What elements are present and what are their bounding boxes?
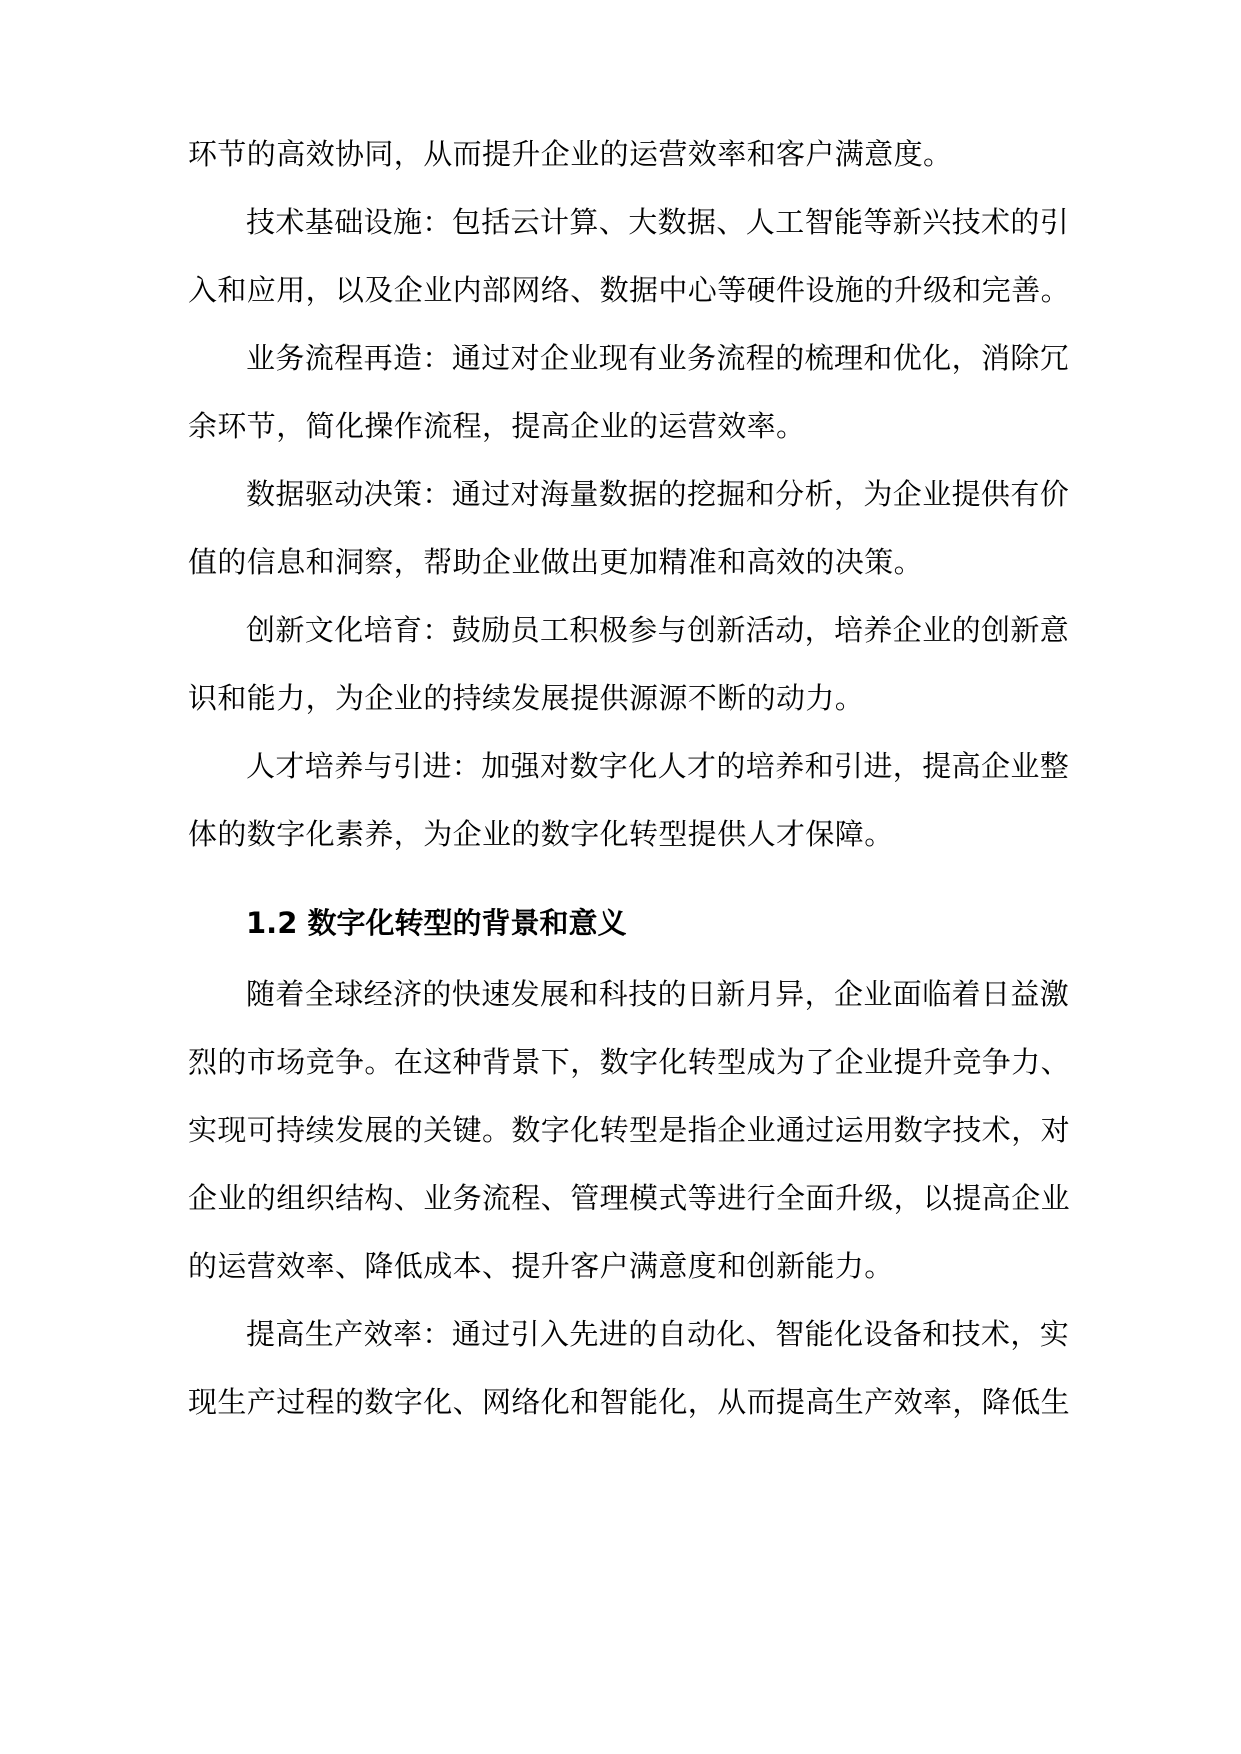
- paragraph-line: 体的数字化素养，为企业的数字化转型提供人才保障。: [188, 817, 894, 851]
- paragraph-line: 随着全球经济的快速发展和科技的日新月异，企业面临着日益激: [246, 977, 1070, 1011]
- paragraph-line: 环节的高效协同，从而提升企业的运营效率和客户满意度。: [188, 137, 953, 171]
- paragraph-line: 的运营效率、降低成本、提升客户满意度和创新能力。: [188, 1249, 894, 1283]
- paragraph-line: 提高生产效率：通过引入先进的自动化、智能化设备和技术，实: [246, 1317, 1070, 1351]
- paragraph-line: 实现可持续发展的关键。数字化转型是指企业通过运用数字技术，对: [188, 1113, 1071, 1147]
- paragraph-line: 余环节，简化操作流程，提高企业的运营效率。: [188, 409, 806, 443]
- paragraph-line: 人才培养与引进：加强对数字化人才的培养和引进，提高企业整: [246, 749, 1070, 783]
- paragraph-line: 创新文化培育：鼓励员工积极参与创新活动，培养企业的创新意: [246, 613, 1070, 647]
- paragraph-line: 值的信息和洞察，帮助企业做出更加精准和高效的决策。: [188, 545, 924, 579]
- section-heading: 1.2 数字化转型的背景和意义: [246, 906, 627, 940]
- paragraph-line: 现生产过程的数字化、网络化和智能化，从而提高生产效率，降低生: [188, 1385, 1071, 1419]
- paragraph-line: 技术基础设施：包括云计算、大数据、人工智能等新兴技术的引: [246, 205, 1070, 239]
- paragraph-line: 烈的市场竞争。在这种背景下，数字化转型成为了企业提升竞争力、: [188, 1045, 1071, 1079]
- paragraph-line: 业务流程再造：通过对企业现有业务流程的梳理和优化，消除冗: [246, 341, 1070, 375]
- paragraph-line: 入和应用，以及企业内部网络、数据中心等硬件设施的升级和完善。: [188, 273, 1071, 307]
- paragraph-line: 识和能力，为企业的持续发展提供源源不断的动力。: [188, 681, 865, 715]
- paragraph-line: 企业的组织结构、业务流程、管理模式等进行全面升级，以提高企业: [188, 1181, 1071, 1215]
- paragraph-line: 数据驱动决策：通过对海量数据的挖掘和分析，为企业提供有价: [246, 477, 1070, 511]
